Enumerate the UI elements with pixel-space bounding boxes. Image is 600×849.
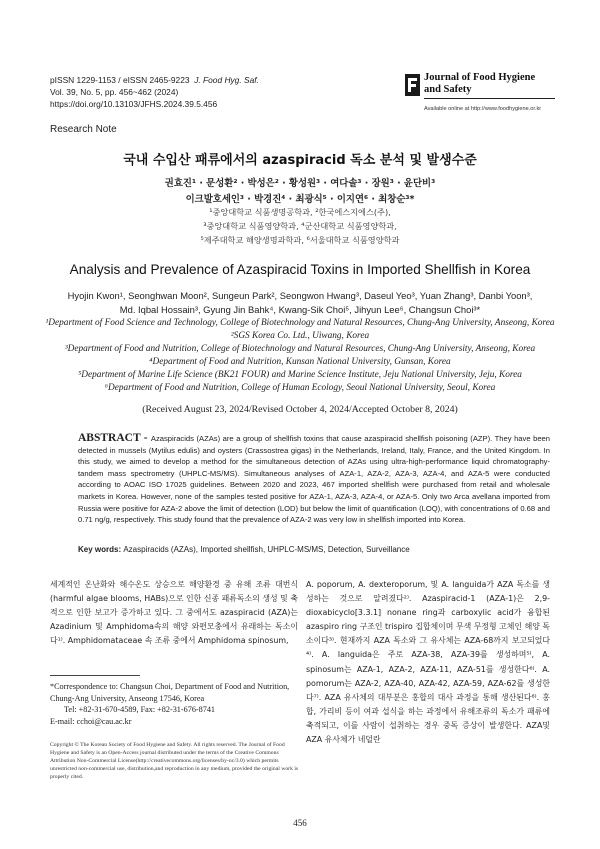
issn-line: pISSN 1229-1153 / eISSN 2465-9223 [50,75,190,85]
journal-url[interactable]: Available online at http://www.foodhygiene.or.kr [424,106,542,112]
english-affiliation-1: ¹Department of Food Science and Technology, College of Biotechnology and Natural Resources, Chung-Ang University, Anseong, Korea [45,318,555,328]
korean-affiliation-2: ³중앙대학교 식품영양학과, ⁴군산대학교 식품영양학과, [203,221,397,231]
journal-header [50,74,259,110]
korean-authors-line-1: 권효진¹ · 문성환² · 박성은² · 황성원³ · 여다솔³ · 장원³ · 윤단비³ [164,178,436,189]
english-affiliation-6: ⁶Department of Food and Nutrition, College of Human Ecology, Seoul National University, Seoul, Korea [104,383,496,393]
abstract-text: Azaspiracids (AZAs) are a group of shellfish toxins that cause azaspiracid shellfish poisoning (AZP). They have been detected in mussels (Mytilus edulis) and oysters (Crassostrea gigas) in the Netherlands, Ireland, Italy, France, and the United Kingdom. In this study, we aimed to develop a method for the simultaneous detection of AZAs using ultra-high-performance liquid chromatography-tandem mass spectrometry (UHPLC-MS/MS). Simultaneous analyses of AZA-1, AZA-2, AZA-3, AZA-4, and AZA-5 were conducted according to AOAC ISO 17025 guidelines. Between 2020 and 2023, 467 imported shellfish were purchased from retail and wholesale markets in Korea. However, none of the samples tested positive for AZA-1, AZA-3, AZA-4, or AZA-5. Only two Arca avellana imported from Russia were positive for AZA-2 above the limit of detection (LOD) but below the limit of quantification (LOQ), with concentrations of 0.68 and 0.71 ng/g, respectively. This study found that the prevalence of AZA-2 was very low in shellfish imported into Korea. [78,434,550,525]
body-column-left: 세계적인 온난화와 해수온도 상승으로 해양환경 중 유해 조류 대번식(harmful algae blooms, HABs)으로 인한 신종 패류독소의 생성 및 축적으로 인한 보고가 증가하고 있다. 그 중에서도 azaspiracid (AZA)는 Azadinium 및 Amphidoma속의 해양 와편모충에서 유래하는 독소이다¹⁾. Amphidomataceae 속 조류 중에서 Amphidoma spinosum, [50,580,298,646]
correspondence-tel: Tel: +82-31-670-4589, Fax: +82-31-676-8741 [64,705,216,714]
english-affiliation-3: ³Department of Food and Nutrition, College of Biotechnology and Natural Resources, Chung-Ang University, Anseong, Korea [64,344,536,354]
english-affiliation-2: ²SGS Korea Co. Ltd., Uiwang, Korea [230,331,370,341]
journal-logo-title: Journal of Food Hygiene and Safety [424,72,536,95]
keywords-text: Azaspiracids (AZAs), Imported shellfish, UHPLC-MS/MS, Detection, Surveillance [123,545,410,554]
english-authors-line-2: Md. Iqbal Hossain³, Gyung Jin Bahk⁴, Kwang-Sik Choi⁵, Jihyun Lee⁶, Changsun Choi³* [119,304,481,315]
article-type: Research Note [50,124,117,135]
journal-logo-icon [405,74,420,96]
korean-affiliation-3: ⁵제주대학교 해양생명과학과, ⁶서울대학교 식품영양학과 [200,235,400,245]
korean-affiliation-1: ¹중앙대학교 식품생명공학과, ²한국에스지에스(주), [209,207,391,217]
english-affiliation-5: ⁵Department of Marine Life Science (BK21 FOUR) and Marine Science Institute, Jeju National University, Jeju, Korea [78,370,522,380]
body-column-right: A. poporum, A. dexteroporum, 및 A. languida가 AZA 독소를 생성하는 것으로 알려졌다²⁾. Azaspiracid-1 (AZA-1)은 2,9-dioxabicyclo[3.3.1] nonane ring과 carboxylic acid가 융합된 azaspiro ring 구조인 trispiro 집합체이며 무색 무정형 고체인 해양 독소이다³⁾. 현재까지 AZA 독소와 그 유사체는 AZA-68까지 보고되었다⁴⁾. A. languida은 주로 AZA-38, AZA-39를 생성하며⁵⁾, A. spinosum는 AZA-1, AZA-2, AZA-11, AZA-51를 생성한다⁶⁾. A. pomorum는 AZA-2, AZA-40, AZA-42, AZA-59, AZA-62를 생성한다⁷⁾. AZA 유사체의 대부분은 홍합의 대사 과정을 통해 생산된다⁸⁾. 홍합, 가리비 등이 여과 섭식을 하는 과정에서 유해조류의 독소가 패류에 축적되고, 이를 사람이 섭취하는 경우 중독 증상이 발생한다. AZA및 AZA 유사체가 네덜란 [306,580,550,745]
doi-link[interactable]: https://doi.org/10.13103/JFHS.2024.39.5.456 [50,99,218,109]
copyright-notice: Copyright © The Korean Society of Food Hygiene and Safety. All rights reserved. The Journal of Food Hygiene and Safety is an Open-Access journal distributed under the terms of the Creative Commons Attribution Non-Commercial License(http://creativecommons.org/licenses/by-nc/3.0) which permits unrestricted non-commercial use, distribution,and reproduction in any medium, provided the original work is properly cited. [50,742,299,780]
volume-line: Vol. 39, No. 5, pp. 456~462 (2024) [50,87,179,97]
correspondence-email[interactable]: E-mail: cchoi@cau.ac.kr [50,716,132,726]
english-authors-line-1: Hyojin Kwon¹, Seonghwan Moon², Sungeun Park², Seongwon Hwang³, Daseul Yeo³, Yuan Zhang³, Danbi Yoon³, [67,290,533,301]
abstract [78,433,550,526]
abstract-heading: ABSTRACT - [78,432,151,444]
received-dates: (Received August 23, 2024/Revised October 4, 2024/Accepted October 8, 2024) [142,404,458,415]
keywords-label: Key words: [78,545,124,554]
journal-logo [405,72,555,116]
correspondence-footnote [50,681,300,727]
page-number: 456 [293,818,307,828]
korean-authors-line-2: 이크발호세인³ · 박경진⁴ · 최광식⁵ · 이지연⁶ · 최창순³* [185,194,415,205]
correspondence-text: *Correspondence to: Changsun Choi, Department of Food and Nutrition, Chung-Ang University, Anseong 17546, Korea [50,682,290,703]
logo-divider [424,98,555,99]
english-title: Analysis and Prevalence of Azaspiracid Toxins in Imported Shellfish in Korea [69,262,531,277]
footnote-divider [50,675,140,676]
keywords [78,545,550,554]
journal-abbrev: J. Food Hyg. Saf. [194,75,259,85]
english-affiliation-4: ⁴Department of Food and Nutrition, Kunsan National University, Gunsan, Korea [149,357,451,367]
korean-title: 국내 수입산 패류에서의 azaspiracid 독소 분석 및 발생수준 [123,153,477,168]
